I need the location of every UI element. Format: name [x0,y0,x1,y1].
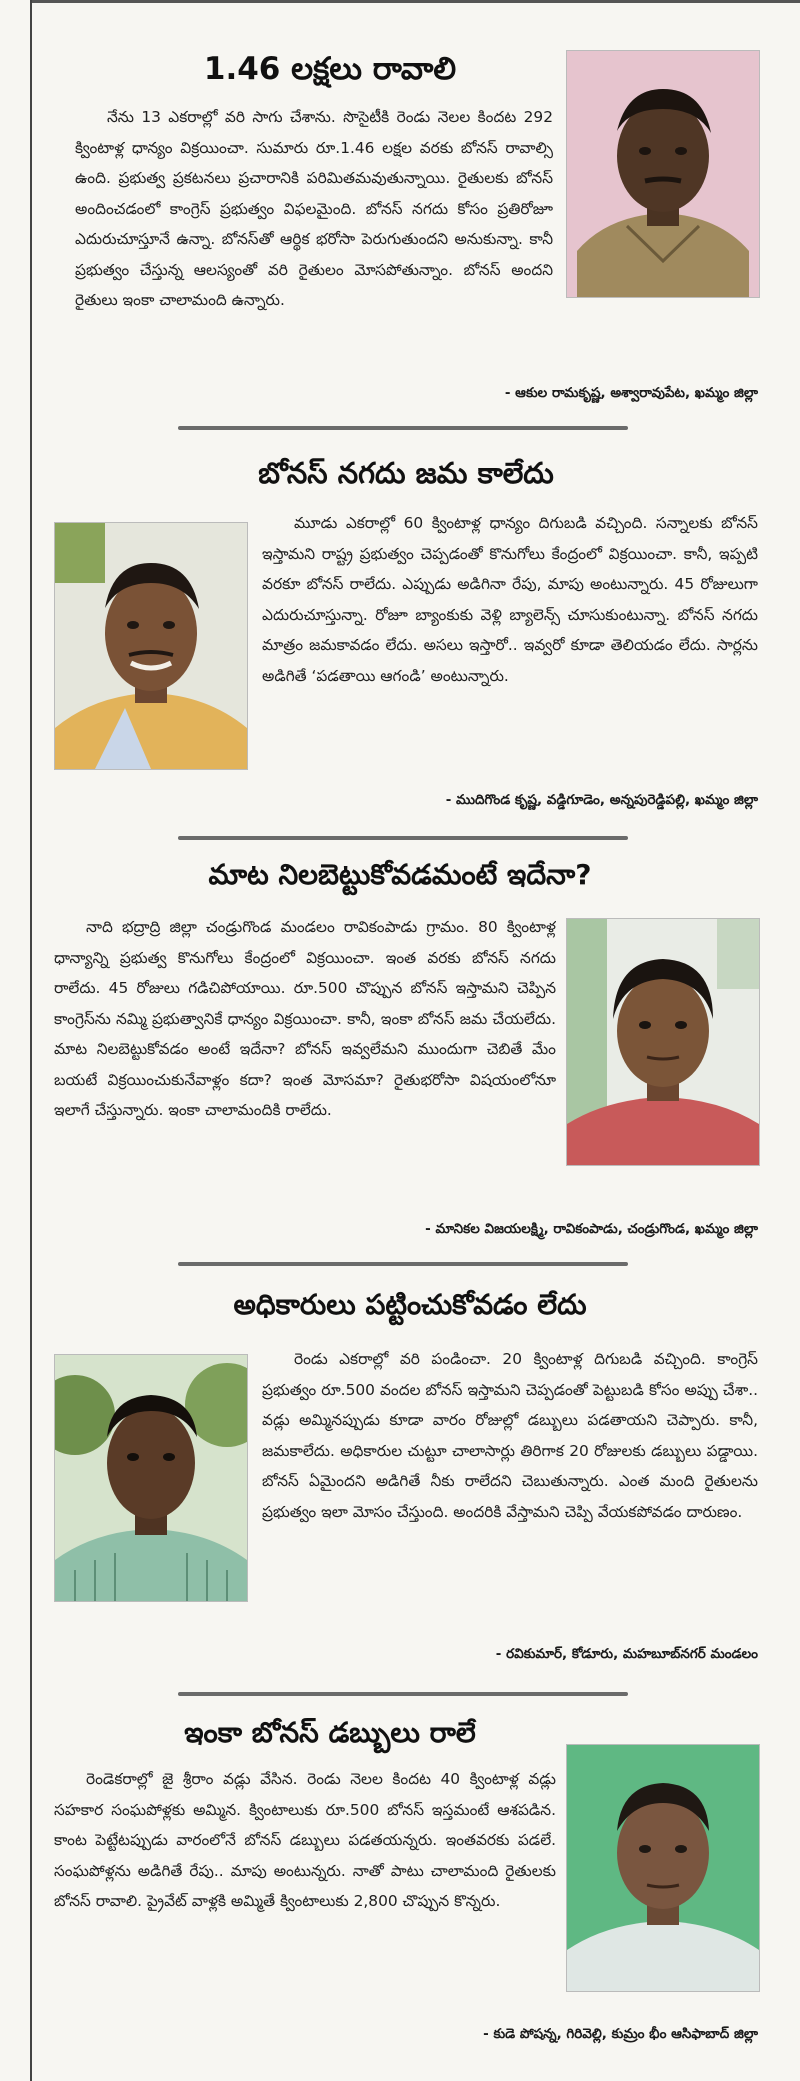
section-separator-2 [178,836,628,840]
article-1-photo [566,50,760,298]
article-2-byline: - ముదిగొండ కృష్ణ, వడ్డిగూడెం, అన్నపురెడ్డిపల్లి, ఖమ్మం జిల్లా [445,792,758,808]
article-3-photo [566,918,760,1166]
article-3-byline: - మానికల విజయలక్ష్మి, రావికంపాడు, చండ్రుగొండ, ఖమ్మం జిల్లా [425,1221,758,1237]
article-4-headline: అధికారులు పట్టించుకోవడం లేదు [233,1288,587,1321]
article-2-body: మూడు ఎకరాల్లో 60 క్వింటాళ్ల ధాన్యం దిగుబడి వచ్చింది. సన్నాలకు బోనస్ ఇస్తామని రాష్ట్ర ప్రభుత్వం చెప్పడంతో కొనుగోలు కేంద్రంలో విక్రయించా. కానీ, ఇప్పటి వరకూ బోనస్ రాలేదు. ఎప్పుడు అడిగినా రేపు, మాపు అంటున్నారు. 45 రోజులుగా ఎదురుచూస్తున్నా. రోజూ బ్యాంకుకు వెళ్లి బ్యాలెన్స్ చూసుకుంటున్నా. బోనస్ నగదు మాత్రం జమకావడం లేదు. అసలు ఇస్తారో.. ఇవ్వరో కూడా తెలియడం లేదు. సార్లను అడిగితే ‘పడతాయి ఆగండి’ అంటున్నారు. [262,514,758,685]
article-4-photo [54,1354,248,1602]
article-5-headline: ఇంకా బోనస్ డబ్బులు రాలే [184,1716,476,1749]
article-4-byline: - రవికుమార్, కోడూరు, మహబూబ్‌నగర్ మండలం [495,1646,758,1662]
article-3-body: నాది భద్రాద్రి జిల్లా చండ్రుగొండ మండలం రావికంపాడు గ్రామం. 80 క్వింటాళ్ల ధాన్యాన్ని ప్రభుత్వ కొనుగోలు కేంద్రంలో విక్రయించా. ఇంత వరకు బోనస్ నగదు రాలేదు. 45 రోజులు గడిచిపోయాయి. రూ.500 చొప్పున బోనస్ ఇస్తామని చెప్పిన కాంగ్రెస్‌ను నమ్మి ప్రభుత్వానికే ధాన్యం విక్రయించా. కానీ, ఇంకా బోనస్ జమ చేయలేదు. మాట నిలబెట్టుకోవడం అంటే ఇదేనా? బోనస్ ఇవ్వలేమని ముందుగా చెబితే మేం బయటే విక్రయించుకునేవాళ్లం కదా? ఇంత మోసమా? రైతుభరోసా విషయంలోనూ ఇలాగే చేస్తున్నారు. ఇంకా చాలామందికి రాలేదు. [54,918,556,1119]
portrait-man-icon [55,523,247,769]
portrait-woman-icon [567,919,759,1165]
article-1-byline: - ఆకుల రామకృష్ణ, అశ్వారావుపేట, ఖమ్మం జిల్లా [504,385,758,401]
article-3-headline: మాట నిలబెట్టుకోవడమంటే ఇదేనా? [208,858,592,891]
portrait-man-icon [567,51,759,297]
article-4-body: రెండు ఎకరాల్లో వరి పండించా. 20 క్వింటాళ్ల దిగుబడి వచ్చింది. కాంగ్రెస్ ప్రభుత్వం రూ.500 వందల బోనస్ ఇస్తామని చెప్పడంతో పెట్టుబడి కోసం అప్పు చేశా.. వడ్లు అమ్మినప్పుడు కూడా వారం రోజుల్లో డబ్బులు పడతాయని చెప్పారు. కానీ, జమకాలేదు. అధికారుల చుట్టూ చాలాసార్లు తిరిగాక 20 రోజులకు డబ్బులు పడ్డాయి. బోనస్ ఏమైందని అడిగితే నీకు రాలేదని చెబుతున్నారు. ఎంత మంది రైతులను ప్రభుత్వం ఇలా మోసం చేస్తుంది. అందరికి వేస్తామని చెప్పి వేయకపోవడం దారుణం. [262,1350,758,1521]
article-1-headline: 1.46 లక్షలు రావాలి [203,51,457,87]
article-5-photo [566,1744,760,1992]
section-separator-1 [178,426,628,430]
portrait-elder-man-icon [567,1745,759,1991]
article-2-photo [54,522,248,770]
article-5-body: రెండెకరాల్లో జై శ్రీరాం వడ్లు వేసిన. రెండు నెలల కిందట 40 క్వింటాళ్ల వడ్లు సహకార సంఘపోళ్లకు అమ్మిన. క్వింటాలుకు రూ.500 బోనస్ ఇస్తమంటే ఆశపడిన. కాంట పెట్టేటప్పుడు వారంలోనే బోనస్ డబ్బులు పడతయన్నరు. ఇంతవరకు పడలే. సంఘపోళ్లను అడిగితే రేపు.. మాపు అంటున్నరు. నాతో పాటు చాలామంది రైతులకు బోనస్ రావాలి. ప్రైవేట్ వాళ్లకి అమ్మితే క్వింటాలుకు 2,800 చొప్పున కొన్నరు. [54,1770,556,1910]
section-separator-4 [178,1692,628,1696]
portrait-young-man-icon [55,1355,247,1601]
section-separator-3 [178,1262,628,1266]
article-5-byline: - కుడె పోషన్న, గిరివెల్లి, కుమ్రం భీం ఆసిఫాబాద్ జిల్లా [483,2026,758,2042]
article-2-headline: బోనస్ నగదు జమ కాలేదు [258,456,554,490]
article-1-body: నేను 13 ఎకరాల్లో వరి సాగు చేశాను. సొసైటీకి రెండు నెలల కిందట 292 క్వింటాళ్ల ధాన్యం విక్రయించా. సుమారు రూ.1.46 లక్షల వరకు బోనస్ రావాల్సి ఉంది. ప్రభుత్వ ప్రకటనలు ప్రచారానికి పరిమితమవుతున్నాయి. రైతులకు బోనస్ అందించడంలో కాంగ్రెస్ ప్రభుత్వం విఫలమైంది. బోనస్ నగదు కోసం ప్రతిరోజూ ఎదురుచూస్తూనే ఉన్నా. బోనస్‌తో ఆర్థిక భరోసా పెరుగుతుందని అనుకున్నా. కానీ ప్రభుత్వం చేస్తున్న ఆలస్యంతో వరి రైతులం మోసపోతున్నాం. బోనస్ అందని రైతులు ఇంకా చాలామంది ఉన్నారు. [75,108,553,309]
